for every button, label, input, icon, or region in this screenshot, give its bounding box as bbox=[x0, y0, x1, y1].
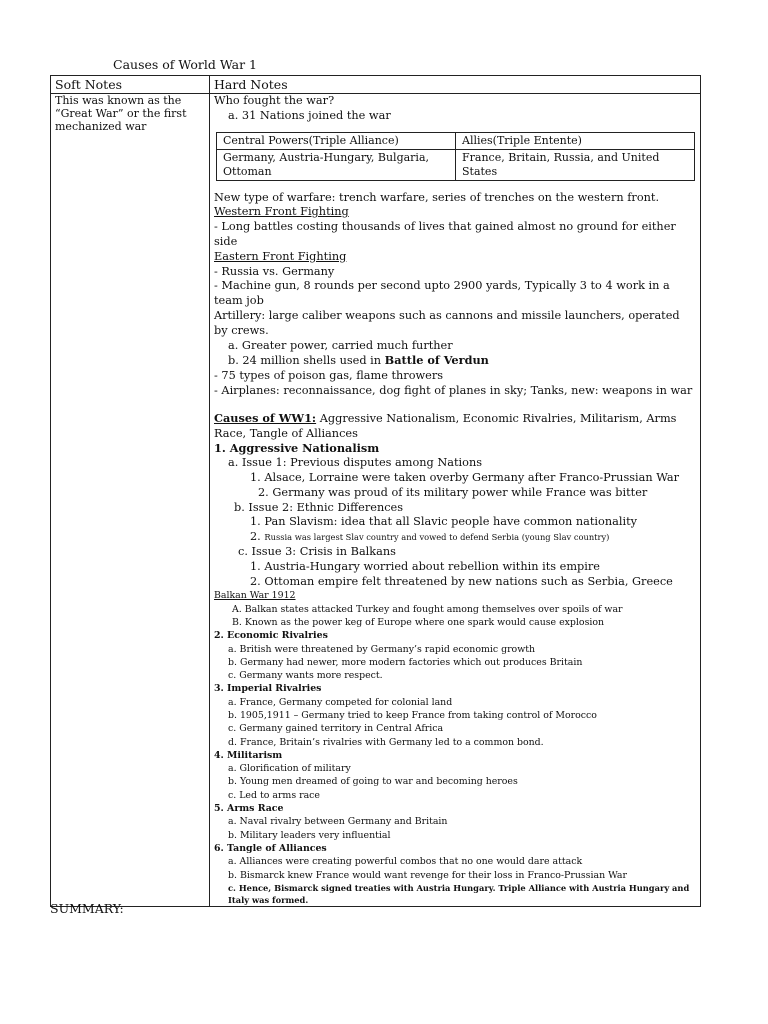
soft-notes-cell bbox=[51, 94, 210, 907]
balkan-a: A. Balkan states attacked Turkey and fought among themselves over spoils of war bbox=[232, 603, 623, 615]
artillery-a: a. Greater power, carried much further bbox=[228, 338, 453, 352]
poison-line: - 75 types of poison gas, flame throwers bbox=[214, 369, 444, 383]
who-fought-line: Who fought the war? bbox=[214, 94, 335, 107]
allies-list: France, Britain, Russia, and United States bbox=[456, 149, 695, 180]
issue-3-point-1: 1. Austria-Hungary worried about rebellion within its empire bbox=[250, 559, 600, 573]
imperial-a: a. France, Germany competed for colonial land bbox=[228, 696, 453, 708]
causes-heading: Causes of WW1: bbox=[214, 410, 317, 425]
central-powers-header: Central Powers(Triple Alliance) bbox=[217, 132, 456, 149]
alliances-b: b. Bismarck knew France would want revenge for their loss in Franco-Prussian War bbox=[228, 869, 627, 881]
alliances-a: a. Alliances were creating powerful combos that no one would dare attack bbox=[228, 856, 583, 868]
western-front-text: - Long battles costing thousands of lives that gained almost no ground for either side bbox=[214, 220, 676, 248]
hard-notes-cell bbox=[210, 94, 701, 907]
issue-2-point-2-num: 2. bbox=[250, 530, 265, 544]
militarism-c: c. Led to arms race bbox=[228, 789, 320, 801]
imperial-b: b. 1905,1911 – Germany tried to keep France from taking control of Morocco bbox=[228, 709, 597, 721]
issue-3: c. Issue 3: Crisis in Balkans bbox=[238, 544, 396, 558]
hard-notes-header: Hard Notes bbox=[210, 76, 701, 94]
allies-header: Allies(Triple Entente) bbox=[456, 132, 695, 149]
economic-heading: 2. Economic Rivalries bbox=[214, 630, 328, 642]
nations-line: a. 31 Nations joined the war bbox=[228, 108, 391, 122]
issue-2-point-2 bbox=[214, 530, 696, 545]
eastern-line-2: - Machine gun, 8 rounds per second upto 2900 yards, Typically 3 to 4 work in a team job bbox=[214, 279, 670, 308]
arms-race-b: b. Military leaders very influential bbox=[228, 829, 391, 841]
nationalism-heading: 1. Aggressive Nationalism bbox=[214, 441, 380, 456]
issue-2-point-2-text: Russia was largest Slav country and vowed to defend Serbia (young Slav country) bbox=[264, 532, 610, 543]
arms-race-a: a. Naval rivalry between Germany and Britain bbox=[228, 816, 448, 828]
economic-a: a. British were threatened by Germany’s rapid economic growth bbox=[228, 643, 536, 655]
western-front-heading: Western Front Fighting bbox=[214, 205, 349, 219]
alliances-heading: 6. Tangle of Alliances bbox=[214, 842, 327, 854]
issue-1: a. Issue 1: Previous disputes among Nations bbox=[228, 456, 483, 470]
economic-c: c. Germany wants more respect. bbox=[228, 670, 383, 682]
page-title: Causes of World War 1 bbox=[113, 57, 257, 72]
balkan-b: B. Known as the power keg of Europe where one spark would cause explosion bbox=[232, 616, 605, 628]
militarism-a: a. Glorification of military bbox=[228, 763, 351, 775]
imperial-d: d. France, Britain’s rivalries with Germany led to a common bond. bbox=[228, 736, 544, 748]
issue-1-point-1: 1. Alsace, Lorraine were taken overby Germany after Franco-Prussian War bbox=[250, 470, 680, 484]
imperial-heading: 3. Imperial Rivalries bbox=[214, 683, 322, 695]
airplanes-line: - Airplanes: reconnaissance, dog fight of planes in sky; Tanks, new: weapons in war bbox=[214, 383, 693, 397]
eastern-line-1: - Russia vs. Germany bbox=[214, 264, 335, 278]
summary-label: SUMMARY: bbox=[50, 901, 124, 916]
warfare-line: New type of warfare: trench warfare, series of trenches on the western front. bbox=[214, 190, 660, 204]
militarism-b: b. Young men dreamed of going to war and becoming heroes bbox=[228, 776, 518, 788]
militarism-heading: 4. Militarism bbox=[214, 749, 283, 761]
soft-note-text: This was known as the “Great War” or the first mechanized war bbox=[55, 94, 187, 133]
alliances-c: c. Hence, Bismarck signed treaties with Austria Hungary. Triple Alliance with Austria Hungary and Italy was formed. bbox=[228, 882, 690, 905]
soft-notes-header: Soft Notes bbox=[51, 76, 210, 94]
issue-3-point-2: 2. Ottoman empire felt threatened by new nations such as Serbia, Greece bbox=[250, 574, 673, 588]
balkan-war-heading: Balkan War 1912 bbox=[214, 590, 296, 602]
imperial-c: c. Germany gained territory in Central Africa bbox=[228, 723, 444, 735]
artillery-b bbox=[214, 353, 696, 369]
causes-line bbox=[214, 411, 696, 442]
causes-text: Aggressive Nationalism, Economic Rivalries, Militarism, Arms Race, Tangle of Alliances bbox=[214, 411, 677, 440]
artillery-line: Artillery: large caliber weapons such as cannons and missile launchers, operated by crews. bbox=[214, 308, 680, 337]
issue-1-point-2: 2. Germany was proud of its military power while France was bitter bbox=[258, 485, 648, 499]
artillery-b-text: b. 24 million shells used in bbox=[228, 354, 385, 368]
economic-b: b. Germany had newer, more modern factories which out produces Britain bbox=[228, 656, 583, 668]
issue-2-point-1: 1. Pan Slavism: idea that all Slavic people have common nationality bbox=[250, 515, 637, 529]
arms-race-heading: 5. Arms Race bbox=[214, 803, 284, 815]
issue-2: b. Issue 2: Ethnic Differences bbox=[234, 500, 404, 514]
powers-table bbox=[216, 132, 695, 181]
notes-table bbox=[50, 75, 701, 907]
central-powers-list: Germany, Austria-Hungary, Bulgaria, Ottoman bbox=[217, 149, 456, 180]
eastern-front-heading: Eastern Front Fighting bbox=[214, 249, 347, 263]
verdun-text: Battle of Verdun bbox=[384, 353, 489, 368]
